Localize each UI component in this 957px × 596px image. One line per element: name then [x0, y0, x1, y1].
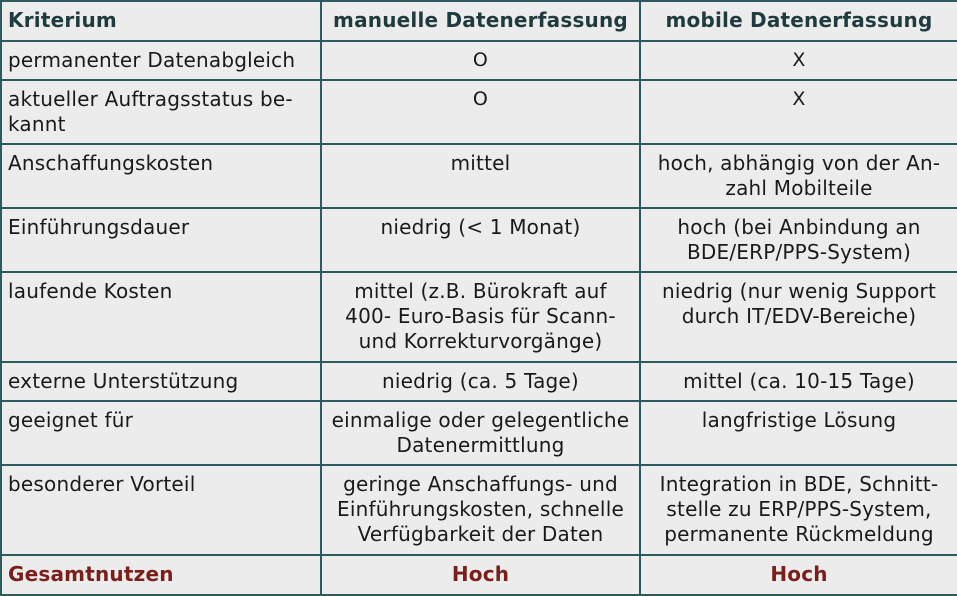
criterion-cell: Einführungsdauer [1, 208, 321, 272]
manual-cell: O [321, 80, 640, 144]
criterion-cell: aktueller Auftragsstatus be-kannt [1, 80, 321, 144]
mobile-cell: hoch (bei Anbindung an BDE/ERP/PPS-System) [640, 208, 957, 272]
manual-cell: mittel [321, 144, 640, 208]
table-row [1, 362, 957, 401]
mobile-cell: niedrig (nur wenig Support durch IT/EDV-Bereiche) [640, 272, 957, 362]
manual-cell: geringe Anschaffungs- und Einführungskosten, schnelle Verfügbarkeit der Daten [321, 465, 640, 555]
manual-cell: O [321, 41, 640, 80]
mobile-cell: mittel (ca. 10-15 Tage) [640, 362, 957, 401]
manual-cell: niedrig (< 1 Monat) [321, 208, 640, 272]
manual-cell: niedrig (ca. 5 Tage) [321, 362, 640, 401]
total-manual: Hoch [321, 555, 640, 595]
table-row [1, 41, 957, 80]
criterion-cell: permanenter Datenabgleich [1, 41, 321, 80]
table-row [1, 144, 957, 208]
header-manual: manuelle Datenerfassung [321, 1, 640, 41]
mobile-cell: X [640, 80, 957, 144]
header-row [1, 1, 957, 41]
table-row [1, 272, 957, 362]
total-row [1, 555, 957, 595]
criterion-cell: externe Unterstützung [1, 362, 321, 401]
table-row [1, 401, 957, 465]
header-mobile: mobile Datenerfassung [640, 1, 957, 41]
manual-cell: mittel (z.B. Bürokraft auf 400- Euro-Basis für Scann-und Korrekturvorgänge) [321, 272, 640, 362]
table-row [1, 465, 957, 555]
criterion-cell: Anschaffungskosten [1, 144, 321, 208]
total-label: Gesamtnutzen [1, 555, 321, 595]
total-mobile: Hoch [640, 555, 957, 595]
criterion-cell: laufende Kosten [1, 272, 321, 362]
manual-cell: einmalige oder gelegentliche Datenermittlung [321, 401, 640, 465]
mobile-cell: hoch, abhängig von der An-zahl Mobilteile [640, 144, 957, 208]
mobile-cell: langfristige Lösung [640, 401, 957, 465]
mobile-cell: X [640, 41, 957, 80]
header-criterion: Kriterium [1, 1, 321, 41]
table-row [1, 80, 957, 144]
table-row [1, 208, 957, 272]
criterion-cell: geeignet für [1, 401, 321, 465]
mobile-cell: Integration in BDE, Schnitt-stelle zu ERP/PPS-System, permanente Rückmeldung [640, 465, 957, 555]
criterion-cell: besonderer Vorteil [1, 465, 321, 555]
